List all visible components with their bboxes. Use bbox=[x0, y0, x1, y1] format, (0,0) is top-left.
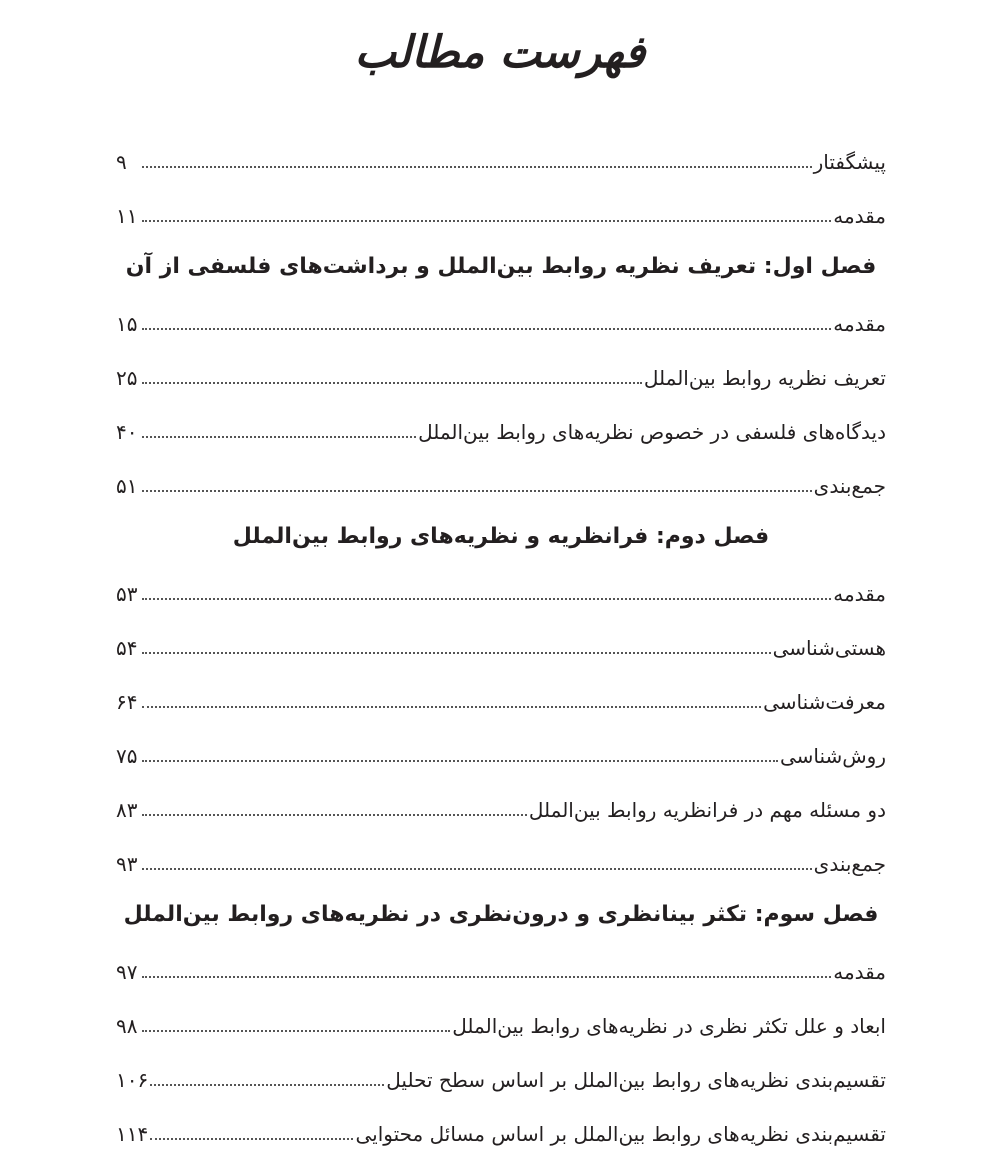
toc-entry-label: هستی‌شناسی bbox=[772, 636, 886, 660]
toc-entry-label: مقدمه bbox=[833, 312, 886, 336]
toc-entry[interactable] bbox=[116, 562, 886, 616]
dot-leader bbox=[142, 382, 642, 384]
toc-entry[interactable] bbox=[116, 346, 886, 400]
dot-leader bbox=[142, 1030, 450, 1032]
toc-entry-label: مقدمه bbox=[833, 204, 886, 228]
dot-leader bbox=[142, 652, 771, 654]
toc-entry-page: ۱۵ bbox=[116, 312, 138, 336]
dot-leader bbox=[142, 220, 831, 222]
toc-entry-page: ۸۳ bbox=[116, 798, 138, 822]
toc-entry-page: ۲۵ bbox=[116, 366, 138, 390]
toc-entry-label: دیدگاه‌های فلسفی در خصوص نظریه‌های روابط بین‌الملل bbox=[418, 420, 886, 444]
dot-leader bbox=[150, 1084, 384, 1086]
toc-entry-page: ۵۳ bbox=[116, 582, 138, 606]
dot-leader bbox=[142, 760, 778, 762]
dot-leader bbox=[142, 328, 831, 330]
toc-entry-page: ۵۴ bbox=[116, 636, 138, 660]
toc-entry-page: ۷۵ bbox=[116, 744, 138, 768]
toc-entry[interactable] bbox=[116, 940, 886, 994]
toc-entry[interactable] bbox=[116, 724, 886, 778]
toc-entry-page: ۹۷ bbox=[116, 960, 138, 984]
dot-leader bbox=[150, 1138, 353, 1140]
toc-entry-page: ۹ bbox=[116, 150, 127, 174]
toc-entry[interactable] bbox=[116, 292, 886, 346]
toc-entry[interactable] bbox=[116, 778, 886, 832]
toc-entry-label: تقسیم‌بندی نظریه‌های روابط بین‌الملل بر اساس مسائل محتوایی bbox=[355, 1122, 886, 1146]
toc-entry-label: معرفت‌شناسی bbox=[763, 690, 886, 714]
toc-entry[interactable] bbox=[116, 994, 886, 1048]
toc-entry-label: روش‌شناسی bbox=[779, 744, 886, 768]
toc-entry-label: جمع‌بندی bbox=[813, 852, 886, 876]
dot-leader bbox=[142, 166, 812, 168]
toc-entry-page: ۱۱ bbox=[116, 204, 138, 228]
toc-entry[interactable] bbox=[116, 832, 886, 886]
toc-entry[interactable] bbox=[116, 1102, 886, 1156]
toc-entry-introduction[interactable] bbox=[116, 184, 886, 238]
toc-entry[interactable] bbox=[116, 1048, 886, 1102]
dot-leader bbox=[142, 706, 761, 708]
toc-entry-page: ۴۰ bbox=[116, 420, 138, 444]
chapter-2-heading[interactable]: فصل دوم: فرانظریه و نظریه‌های روابط بین‌الملل bbox=[232, 524, 770, 549]
toc-entry-label: جمع‌بندی bbox=[813, 474, 886, 498]
dot-leader bbox=[142, 976, 831, 978]
dot-leader bbox=[142, 868, 812, 870]
toc-entry-label: دو مسئله مهم در فرانظریه روابط بین‌الملل bbox=[528, 798, 886, 822]
toc-entry-label: ابعاد و علل تکثر نظری در نظریه‌های روابط بین‌الملل bbox=[452, 1014, 886, 1038]
toc-entry-page: ۶۴ bbox=[116, 690, 138, 714]
dot-leader bbox=[142, 814, 527, 816]
toc-entry-label: مقدمه bbox=[833, 960, 886, 984]
toc-entry-label: پیشگفتار bbox=[813, 150, 886, 174]
toc-entry-label: تقسیم‌بندی نظریه‌های روابط بین‌الملل بر اساس سطح تحلیل bbox=[386, 1068, 886, 1092]
page-title: فهرست مطالب bbox=[354, 27, 646, 78]
table-of-contents bbox=[116, 130, 886, 1156]
toc-entry-label: تعریف نظریه روابط بین‌الملل bbox=[643, 366, 886, 390]
dot-leader bbox=[142, 598, 831, 600]
toc-entry[interactable] bbox=[116, 454, 886, 508]
toc-entry[interactable] bbox=[116, 400, 886, 454]
toc-entry[interactable] bbox=[116, 670, 886, 724]
toc-entry-page: ۹۳ bbox=[116, 852, 138, 876]
chapter-1-heading[interactable]: فصل اول: تعریف نظریه روابط بین‌الملل و برداشت‌های فلسفی از آن bbox=[125, 254, 877, 279]
toc-entry[interactable] bbox=[116, 616, 886, 670]
toc-entry-preface[interactable] bbox=[116, 130, 886, 184]
toc-entry-page: ۱۰۶ bbox=[116, 1068, 149, 1092]
toc-entry-page: ۱۱۴ bbox=[116, 1122, 149, 1146]
toc-entry-page: ۵۱ bbox=[116, 474, 138, 498]
chapter-3-heading[interactable]: فصل سوم: تکثر بینانظری و درون‌نظری در نظریه‌های روابط بین‌الملل bbox=[123, 902, 879, 927]
toc-entry-label: مقدمه bbox=[833, 582, 886, 606]
toc-entry-page: ۹۸ bbox=[116, 1014, 138, 1038]
dot-leader bbox=[142, 436, 416, 438]
dot-leader bbox=[142, 490, 812, 492]
